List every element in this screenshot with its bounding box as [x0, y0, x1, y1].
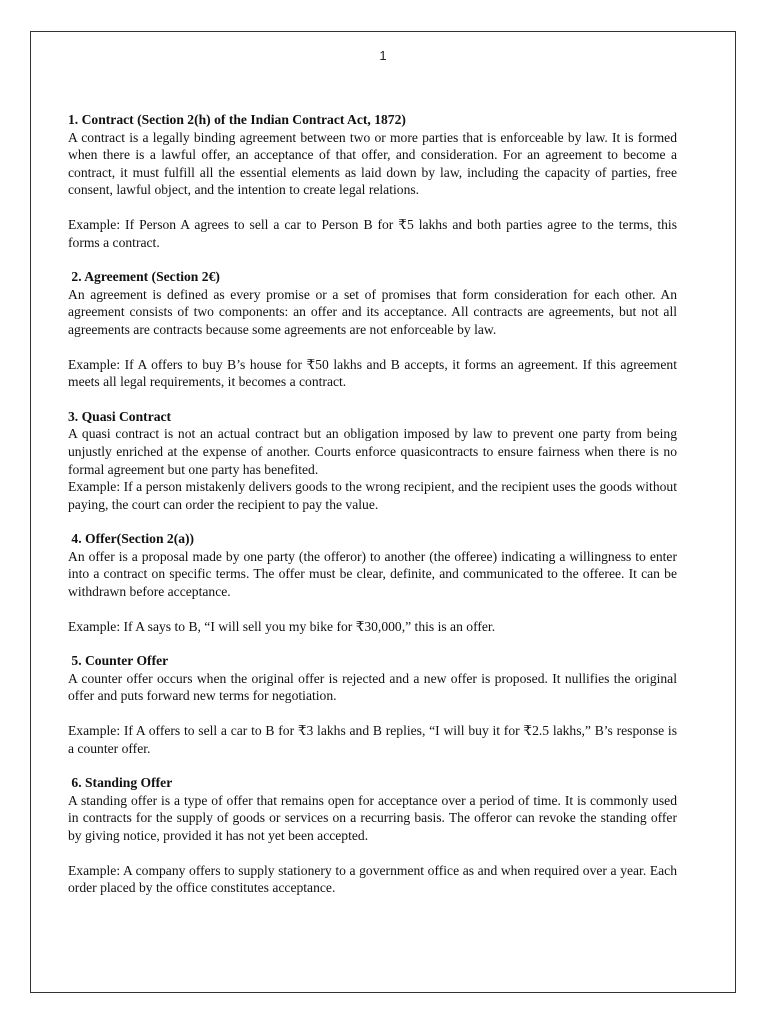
section-example: Example: If A offers to sell a car to B for ₹3 lakhs and B replies, “I will buy it for ₹2.5 lakhs,” B’s response is a counter offer. — [68, 723, 677, 756]
section-heading: 2. Agreement (Section 2€) — [68, 269, 220, 285]
section-counter-offer — [68, 652, 677, 757]
document-page — [30, 31, 736, 993]
section-body: An agreement is defined as every promise or a set of promises that form consideration for each other. An agreement consists of two components: an offer and its acceptance. All contracts are agreements, but not all agreements are contracts because some agreements are not enforceable by law. — [68, 286, 677, 337]
section-example: Example: A company offers to supply stationery to a government office as and when required over a year. Each order placed by the office constitutes acceptance. — [68, 862, 677, 896]
section-heading: 1. Contract (Section 2(h) of the Indian Contract Act, 1872) — [68, 112, 406, 127]
section-offer — [68, 530, 677, 635]
section-heading: 4. Offer(Section 2(a)) — [68, 531, 195, 547]
section-body: An offer is a proposal made by one party (the offeror) to another (the offeree) indicating a willingness to enter into a contract on specific terms. The offer must be clear, definite, and communicated to the offeree. It can be withdrawn before acceptance. — [68, 548, 677, 600]
section-example: Example: If A offers to buy B’s house for ₹50 lakhs and B accepts, it forms an agreement. If this agreement meets all legal requirements, it becomes a contract. — [68, 356, 677, 390]
section-example: Example: If A says to B, “I will sell you my bike for ₹30,000,” this is an offer. — [68, 618, 496, 634]
section-body: A contract is a legally binding agreement between two or more parties that is enforceable by law. It is formed when there is a lawful offer, an acceptance of that offer, and consideration. For an agreement to become a contract, it must fulfill all the essential elements as laid down by law, including the capacity of parties, free consent, lawful object, and the intention to create legal relations. — [68, 129, 677, 198]
section-heading: 6. Standing Offer — [68, 775, 173, 791]
section-example: Example: If a person mistakenly delivers goods to the wrong recipient, and the recipient uses the goods without paying, the court can order the recipient to pay the value. — [68, 479, 677, 512]
section-heading: 3. Quasi Contract — [68, 408, 172, 424]
document-body — [68, 111, 677, 897]
section-body: A standing offer is a type of offer that remains open for acceptance over a period of time. It is commonly used in contracts for the supply of goods or services on a recurring basis. The offeror can revoke the standing offer by giving notice, provided it has not yet been accepted. — [68, 792, 677, 843]
page-number: 1 — [379, 48, 387, 63]
section-standing-offer — [68, 774, 677, 897]
section-example: Example: If Person A agrees to sell a car to Person B for ₹5 lakhs and both parties agree to the terms, this forms a contract. — [68, 216, 677, 250]
section-quasi-contract — [68, 408, 677, 514]
section-body: A counter offer occurs when the original offer is rejected and a new offer is proposed. It nullifies the original offer and puts forward new terms for negotiation. — [68, 670, 677, 704]
section-agreement — [68, 268, 677, 391]
section-body: A quasi contract is not an actual contract but an obligation imposed by law to prevent one party from being unjustly enriched at the expense of another. Courts enforce quasicontracts to ensure fairness when there is no formal agreement but one party has benefited. — [68, 426, 677, 477]
section-heading: 5. Counter Offer — [68, 653, 169, 669]
section-contract — [68, 111, 677, 251]
